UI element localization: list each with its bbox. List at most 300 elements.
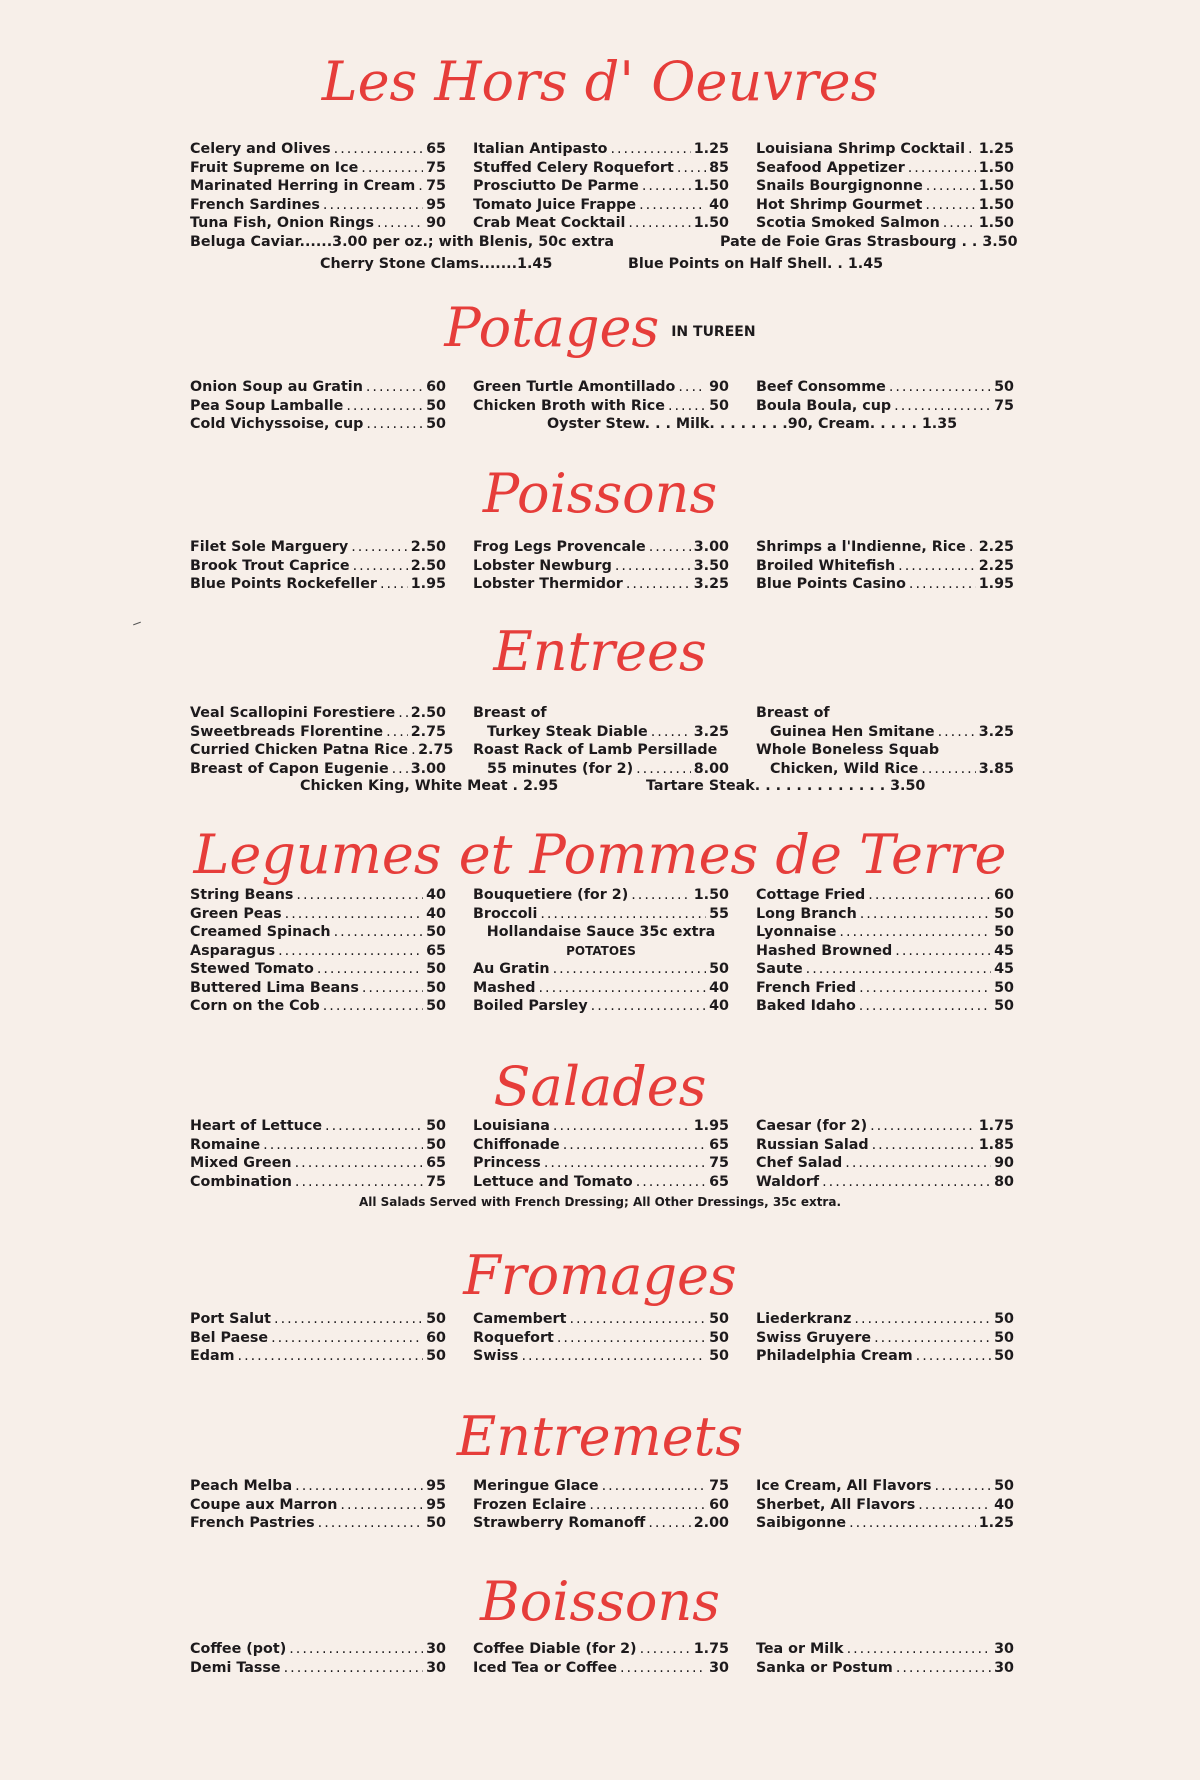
dot-leader [610, 140, 690, 159]
menu-item-name: Seafood Appetizer [756, 159, 905, 176]
menu-item-price: 40 [426, 905, 446, 922]
blue-points-line: Blue Points on Half Shell. . 1.45 [628, 256, 884, 272]
menu-item-price: 8.00 [693, 760, 729, 777]
menu-item-price: 50 [994, 1478, 1014, 1494]
dot-leader [640, 1640, 691, 1659]
menu-item-price: 1.85 [978, 1136, 1014, 1153]
dot-leader [540, 905, 706, 924]
menu-item [473, 741, 729, 760]
section-heading-entremets: Entremets [456, 1405, 744, 1468]
menu-item [190, 942, 446, 961]
menu-item [756, 960, 1014, 979]
dot-leader [854, 1310, 991, 1329]
menu-item-name: Romaine [190, 1136, 261, 1153]
menu-item-name: Chicken, Wild Rice [770, 760, 919, 777]
dot-leader [366, 378, 423, 397]
dot-leader [895, 942, 991, 961]
menu-item-price: 95 [426, 1496, 446, 1513]
dot-leader [926, 177, 976, 196]
dot-leader [921, 760, 975, 779]
menu-item-name: Tea or Milk [756, 1641, 844, 1657]
menu-item-name: Frog Legs Provencale [473, 539, 646, 555]
menu-item-price: 50 [994, 905, 1014, 922]
section-heading-salades: Salades [493, 1055, 707, 1118]
menu-item-price: 50 [994, 379, 1014, 395]
menu-item-price: 2.50 [410, 557, 446, 574]
menu-item-price: 2.75 [418, 742, 454, 758]
menu-item [190, 1117, 446, 1136]
menu-item [756, 942, 1014, 961]
menu-item [190, 1329, 446, 1348]
menu-item-name: Demi Tasse [190, 1659, 281, 1676]
dot-leader [668, 397, 706, 416]
menu-item-name: Stuffed Celery Roquefort [473, 159, 674, 176]
menu-item-price: 90 [994, 1155, 1014, 1171]
dot-leader [935, 1477, 992, 1496]
menu-item [756, 741, 1014, 760]
menu-item-name: Italian Antipasto [473, 141, 608, 157]
menu-item-price: 40 [426, 887, 446, 903]
menu-item-price: 90 [426, 215, 446, 231]
dot-leader [872, 1136, 976, 1155]
menu-item [756, 1136, 1014, 1155]
menu-item [473, 1310, 729, 1329]
dot-leader [822, 1173, 991, 1192]
menu-item-name: Tomato Juice Frappe [473, 196, 637, 213]
menu-item-name: Philadelphia Cream [756, 1348, 913, 1364]
menu-item-name: Boiled Parsley [473, 998, 588, 1014]
menu-item-name: Lobster Thermidor [473, 576, 623, 592]
menu-item-name: Crab Meat Cocktail [473, 215, 626, 231]
dot-leader [377, 214, 423, 233]
menu-item-price: 45 [994, 961, 1014, 977]
menu-item [756, 1514, 1014, 1533]
dot-leader [366, 415, 423, 434]
menu-item-name: Combination [190, 1173, 292, 1190]
menu-item-name: Green Peas [190, 905, 282, 922]
menu-item-name: Ice Cream, All Flavors [756, 1478, 932, 1494]
menu-item [473, 1117, 729, 1136]
menu-item [190, 397, 446, 416]
menu-item [190, 979, 446, 998]
menu-item [756, 1659, 1014, 1678]
menu-item-name: Fruit Supreme on Ice [190, 159, 359, 176]
dot-leader [353, 557, 408, 576]
dot-leader [553, 1117, 691, 1136]
dot-leader [589, 1496, 706, 1515]
dot-leader [889, 378, 991, 397]
menu-item-price: 30 [994, 1659, 1014, 1676]
menu-item [756, 177, 1014, 196]
menu-item-name: Shrimps a l'Indienne, Rice [756, 539, 966, 555]
menu-item-name: Corn on the Cob [190, 998, 320, 1014]
dot-leader [628, 214, 690, 233]
menu-item [190, 704, 446, 723]
dot-leader [909, 575, 976, 594]
menu-item-price: 1.25 [693, 141, 729, 157]
menu-item-price: 50 [426, 397, 446, 414]
menu-item [190, 196, 446, 215]
menu-item-name: 55 minutes (for 2) [487, 760, 634, 777]
dot-leader [553, 960, 707, 979]
menu-item-price: 50 [426, 1515, 446, 1531]
menu-item-name: Breast of [473, 705, 547, 721]
menu-item-name: Baked Idaho [756, 998, 856, 1014]
dot-leader [860, 905, 991, 924]
dot-leader [602, 1477, 707, 1496]
menu-item-price: 50 [426, 416, 446, 432]
menu-item-name: Green Turtle Amontillado [473, 379, 676, 395]
legumes-col3 [756, 886, 1014, 1016]
dot-leader [521, 1347, 706, 1366]
dot-leader [362, 979, 423, 998]
menu-item-price: 50 [426, 924, 446, 940]
menu-item-name: Coffee (pot) [190, 1641, 287, 1657]
menu-item-price: 80 [994, 1173, 1014, 1190]
dot-leader [591, 997, 706, 1016]
menu-item-price: 50 [426, 998, 446, 1014]
menu-item-price: 50 [709, 397, 729, 414]
menu-item-name: Frozen Eclaire [473, 1496, 587, 1513]
section-heading-poissons: Poissons [482, 462, 718, 525]
menu-item [473, 140, 729, 159]
menu-item [756, 1310, 1014, 1329]
menu-item [190, 960, 446, 979]
menu-item [473, 159, 729, 178]
menu-item-price: 30 [426, 1641, 446, 1657]
menu-item [473, 997, 729, 1016]
dot-leader [918, 1496, 991, 1515]
menu-item-name: Meringue Glace [473, 1478, 599, 1494]
menu-item-price: 1.50 [978, 215, 1014, 231]
dot-leader [539, 979, 707, 998]
dot-leader [678, 378, 706, 397]
menu-item [473, 1514, 729, 1533]
menu-item-price: 45 [994, 942, 1014, 959]
menu-item-name: French Pastries [190, 1515, 315, 1531]
dot-leader [271, 1329, 423, 1348]
menu-item-name: Breast of Capon Eugenie [190, 760, 389, 777]
dot-leader [295, 1154, 423, 1173]
menu-item-price: 75 [426, 1173, 446, 1190]
menu-item-price: 60 [426, 379, 446, 395]
menu-item-name: Turkey Steak Diable [487, 723, 648, 740]
menu-item [190, 378, 446, 397]
menu-item [190, 886, 446, 905]
menu-item-name: Prosciutto De Parme [473, 178, 639, 194]
menu-item-price: 50 [426, 979, 446, 996]
dot-leader [238, 1347, 424, 1366]
hors-doeuvres-col2 [473, 140, 729, 233]
menu-item-price: 1.95 [410, 576, 446, 592]
menu-item [756, 1154, 1014, 1173]
menu-item [473, 557, 729, 576]
menu-item-price: 50 [994, 998, 1014, 1014]
dot-leader [859, 997, 991, 1016]
menu-item-name: Bouquetiere (for 2) [473, 887, 629, 903]
menu-item [756, 704, 1014, 723]
menu-item [190, 997, 446, 1016]
dot-leader [806, 960, 991, 979]
menu-item [756, 886, 1014, 905]
dot-leader [317, 960, 423, 979]
menu-item-price: 50 [426, 1348, 446, 1364]
section-heading-fromages: Fromages [463, 1244, 737, 1307]
menu-item-price: 50 [994, 924, 1014, 940]
menu-item-price: 65 [426, 942, 446, 959]
menu-item [190, 1640, 446, 1659]
menu-item-price: 65 [426, 1155, 446, 1171]
dot-leader [651, 723, 691, 742]
tartare-line: Tartare Steak. . . . . . . . . . . . . 3.50 [646, 778, 926, 794]
menu-item-name: Cottage Fried [756, 887, 866, 903]
legumes-col2-bottom [473, 960, 729, 1016]
dot-leader [318, 1514, 423, 1533]
dot-leader [908, 159, 976, 178]
menu-item-name: Princess [473, 1155, 541, 1171]
menu-item-price: 50 [426, 1311, 446, 1327]
menu-item-price: 40 [994, 1496, 1014, 1513]
menu-item-name: Long Branch [756, 905, 857, 922]
dot-leader [925, 196, 975, 215]
menu-item-name: Chiffonade [473, 1136, 560, 1153]
entremets-col1 [190, 1477, 446, 1533]
menu-item [756, 923, 1014, 942]
menu-item-name: Au Gratin [473, 961, 550, 977]
fromages-col1 [190, 1310, 446, 1366]
menu-item-name: Peach Melba [190, 1478, 293, 1494]
dot-leader [296, 886, 423, 905]
menu-item [756, 159, 1014, 178]
menu-item-name: Brook Trout Caprice [190, 557, 350, 574]
menu-item-price: 2.75 [410, 723, 446, 740]
menu-item [190, 1477, 446, 1496]
chicken-king-line: Chicken King, White Meat . 2.95 [300, 778, 559, 794]
dot-leader [938, 723, 976, 742]
dot-leader [334, 923, 423, 942]
menu-item [190, 923, 446, 942]
menu-item [756, 538, 1014, 557]
menu-item-name: Liederkranz [756, 1311, 852, 1327]
menu-item-name: Iced Tea or Coffee [473, 1659, 618, 1676]
menu-item-price: 75 [994, 397, 1014, 414]
menu-item [473, 723, 729, 742]
dot-leader [636, 760, 691, 779]
menu-item [190, 905, 446, 924]
dot-leader [859, 979, 991, 998]
menu-item-name: Edam [190, 1348, 235, 1364]
poissons-col1 [190, 538, 446, 594]
menu-item-name: Hot Shrimp Gourmet [756, 196, 923, 213]
dot-leader [868, 886, 991, 905]
menu-item-name: Swiss Gruyere [756, 1329, 872, 1346]
menu-item [190, 1154, 446, 1173]
menu-item-price: 2.00 [693, 1515, 729, 1531]
menu-item-name: Roquefort [473, 1329, 554, 1346]
menu-item-name: Breast of [756, 705, 830, 721]
menu-item [190, 760, 446, 779]
poissons-col2 [473, 538, 729, 594]
dot-leader [392, 760, 408, 779]
poissons-col3 [756, 538, 1014, 594]
dot-leader [285, 905, 423, 924]
dot-leader [346, 397, 423, 416]
menu-item-price: 40 [709, 998, 729, 1014]
menu-item [756, 760, 1014, 779]
menu-item-name: Waldorf [756, 1173, 820, 1190]
menu-item-price: 60 [994, 887, 1014, 903]
dot-leader [418, 177, 423, 196]
dot-leader [557, 1329, 706, 1348]
menu-item-name: Port Salut [190, 1311, 272, 1327]
menu-item [473, 1640, 729, 1659]
menu-item-price: 1.50 [693, 887, 729, 903]
dot-leader [361, 159, 423, 178]
entrees-col1 [190, 704, 454, 778]
menu-item-name: Sanka or Postum [756, 1659, 893, 1676]
potages-title: Potages [444, 296, 660, 359]
fromages-col3 [756, 1310, 1014, 1366]
dot-leader [642, 177, 691, 196]
dot-leader [845, 1154, 991, 1173]
potages-col2 [473, 378, 729, 415]
dot-leader [639, 196, 706, 215]
menu-item-name: Mixed Green [190, 1155, 292, 1171]
menu-item [473, 1347, 729, 1366]
dot-leader [351, 538, 408, 557]
dot-leader [894, 397, 991, 416]
menu-item-price: 2.25 [978, 557, 1014, 574]
menu-item-price: 2.50 [410, 705, 446, 721]
menu-item [190, 1496, 446, 1515]
dot-leader [943, 214, 976, 233]
menu-item [473, 979, 729, 998]
menu-item-price: 60 [709, 1496, 729, 1513]
potages-col1 [190, 378, 446, 434]
menu-item [756, 196, 1014, 215]
menu-item [473, 177, 729, 196]
menu-item-name: Lyonnaise [756, 924, 837, 940]
menu-item-price: 1.25 [978, 1515, 1014, 1531]
salades-col1 [190, 1117, 446, 1191]
dot-leader [284, 1659, 423, 1678]
menu-item-name: Boula Boula, cup [756, 397, 892, 414]
dot-leader [274, 1310, 423, 1329]
menu-item-price: 75 [426, 159, 446, 176]
fromages-col2 [473, 1310, 729, 1366]
entremets-col3 [756, 1477, 1014, 1533]
menu-item [756, 378, 1014, 397]
menu-item-name: Saibigonne [756, 1515, 847, 1531]
menu-item [473, 1136, 729, 1155]
menu-item-name: Whole Boneless Squab [756, 742, 940, 758]
menu-item-price: 50 [709, 961, 729, 977]
menu-item [473, 378, 729, 397]
menu-item [190, 723, 446, 742]
menu-item-name: Caesar (for 2) [756, 1118, 868, 1134]
dot-leader [289, 1640, 423, 1659]
dot-leader [325, 1117, 423, 1136]
caviar-line: Beluga Caviar......3.00 per oz.; with Blenis, 50c extra [190, 234, 615, 250]
dot-leader [636, 1173, 706, 1192]
menu-item-price: 3.00 [693, 539, 729, 555]
menu-item-name: French Sardines [190, 196, 320, 213]
menu-item [756, 997, 1014, 1016]
menu-item-name: Roast Rack of Lamb Persillade [473, 742, 718, 758]
menu-item-price: 95 [426, 196, 446, 213]
menu-item-name: Beef Consomme [756, 379, 886, 395]
menu-item [473, 538, 729, 557]
menu-item [473, 905, 729, 924]
menu-item-name: Hashed Browned [756, 942, 893, 959]
menu-item [756, 979, 1014, 998]
menu-item-price: 40 [709, 196, 729, 213]
menu-item-price: 55 [709, 905, 729, 922]
menu-item [190, 1310, 446, 1329]
menu-item-name: Mashed [473, 979, 536, 996]
hollandaise-note: Hollandaise Sauce 35c extra [486, 924, 716, 940]
menu-item [190, 557, 446, 576]
potages-subtitle: IN TUREEN [671, 324, 756, 340]
menu-item-price: 3.00 [410, 760, 446, 777]
dot-leader [295, 1477, 423, 1496]
dot-leader [648, 1514, 690, 1533]
dot-leader [870, 1117, 976, 1136]
menu-item [473, 214, 729, 233]
menu-item-name: Sweetbreads Florentine [190, 723, 384, 740]
menu-item [756, 1173, 1014, 1192]
menu-item-price: 90 [709, 379, 729, 395]
menu-item-name: Pea Soup Lamballe [190, 397, 344, 414]
salades-col3 [756, 1117, 1014, 1191]
legumes-col2-top [473, 886, 729, 923]
section-heading-hors-doeuvres: Les Hors d' Oeuvres [321, 50, 879, 113]
menu-item-name: Russian Salad [756, 1136, 869, 1153]
hors-doeuvres-col1 [190, 140, 446, 233]
menu-item-price: 1.25 [978, 141, 1014, 157]
menu-item-name: Blue Points Rockefeller [190, 576, 377, 592]
dot-leader [849, 1514, 976, 1533]
menu-item [756, 1117, 1014, 1136]
menu-item-price: 1.50 [693, 215, 729, 231]
menu-item [190, 214, 446, 233]
menu-item-price: 50 [994, 979, 1014, 996]
dot-leader [620, 1659, 706, 1678]
boissons-col1 [190, 1640, 446, 1677]
menu-item-price: 30 [994, 1641, 1014, 1657]
boissons-col3 [756, 1640, 1014, 1677]
menu-item-name: Asparagus [190, 942, 276, 959]
menu-item [756, 1347, 1014, 1366]
menu-item-price: 75 [709, 1155, 729, 1171]
menu-item-price: 3.25 [978, 723, 1014, 740]
menu-item-name: Stewed Tomato [190, 961, 314, 977]
potatoes-label: POTATOES [566, 944, 636, 958]
menu-item [473, 196, 729, 215]
menu-item-price: 40 [709, 979, 729, 996]
menu-item-name: Swiss [473, 1348, 519, 1364]
menu-item-name: Strawberry Romanoff [473, 1515, 646, 1531]
dot-leader [411, 741, 415, 760]
dot-leader [263, 1136, 423, 1155]
menu-item-price: 50 [709, 1311, 729, 1327]
dot-leader [334, 140, 423, 159]
salades-note: All Salads Served with French Dressing; All Other Dressings, 35c extra. [358, 1195, 842, 1209]
menu-item-name: Broiled Whitefish [756, 557, 896, 574]
menu-item-price: 30 [426, 1659, 446, 1676]
menu-item [756, 905, 1014, 924]
menu-item [190, 1173, 446, 1192]
